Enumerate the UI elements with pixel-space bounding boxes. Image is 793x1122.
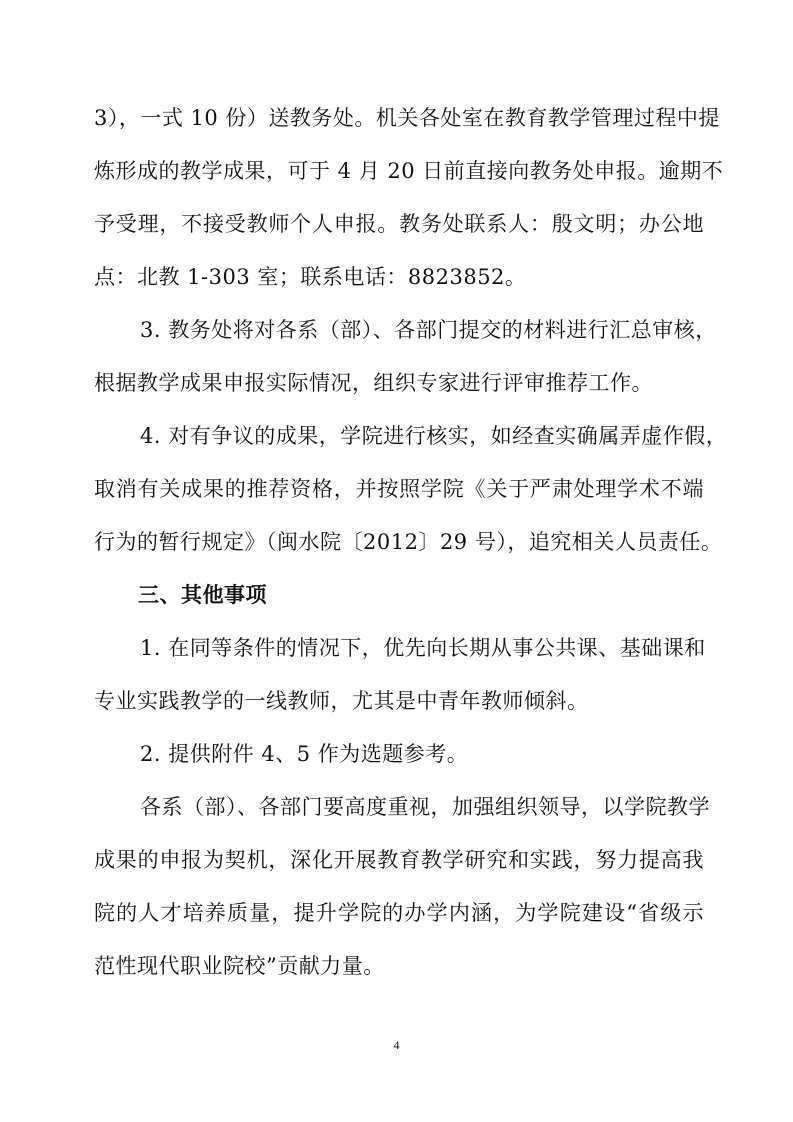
line-text: 点：北教 1-303 室；联系电话：8823852。 [94,265,527,289]
line-text: 根据教学成果申报实际情况，组织专家进行评审推荐工作。 [94,371,653,395]
line-text: 3. 教务处将对各系（部）、各部门提交的材料进行汇总审核， [140,318,717,342]
line-text: 成果的申报为契机，深化开展教育教学研究和实践，努力提高我 [94,848,704,872]
line-text: 院的人才培养质量，提升学院的办学内涵，为学院建设“省级示 [94,901,704,925]
line-text: 专业实践教学的一线教师，尤其是中青年教师倾斜。 [94,689,589,713]
line-text: 3），一式 10 份）送教务处。机关各处室在教育教学管理过程中提 [94,106,720,130]
heading-text: 三、其他事项 [138,583,267,607]
line-text: 4. 对有争议的成果，学院进行核实，如经查实确属弄虚作假， [140,424,728,448]
line-text: 予受理，不接受教师个人申报。教务处联系人：殷文明；办公地 [94,212,704,236]
page-number: 4 [393,1038,400,1052]
line-text: 各系（部）、各部门要高度重视，加强组织领导，以学院教学 [140,795,710,819]
line-text: 范性现代职业院校”贡献力量。 [94,954,385,978]
line-text: 行为的暂行规定》（闽水院〔2012〕29 号），追究相关人员责任。 [94,530,723,554]
line-text: 1. 在同等条件的情况下，优先向长期从事公共课、基础课和 [140,636,706,660]
line-text: 炼形成的教学成果，可于 4 月 20 日前直接向教务处申报。逾期不 [94,159,724,183]
line-text: 取消有关成果的推荐资格，并按照学院《关于严肃处理学术不端 [94,477,704,501]
line-text: 2. 提供附件 4、5 作为选题参考。 [140,742,469,766]
